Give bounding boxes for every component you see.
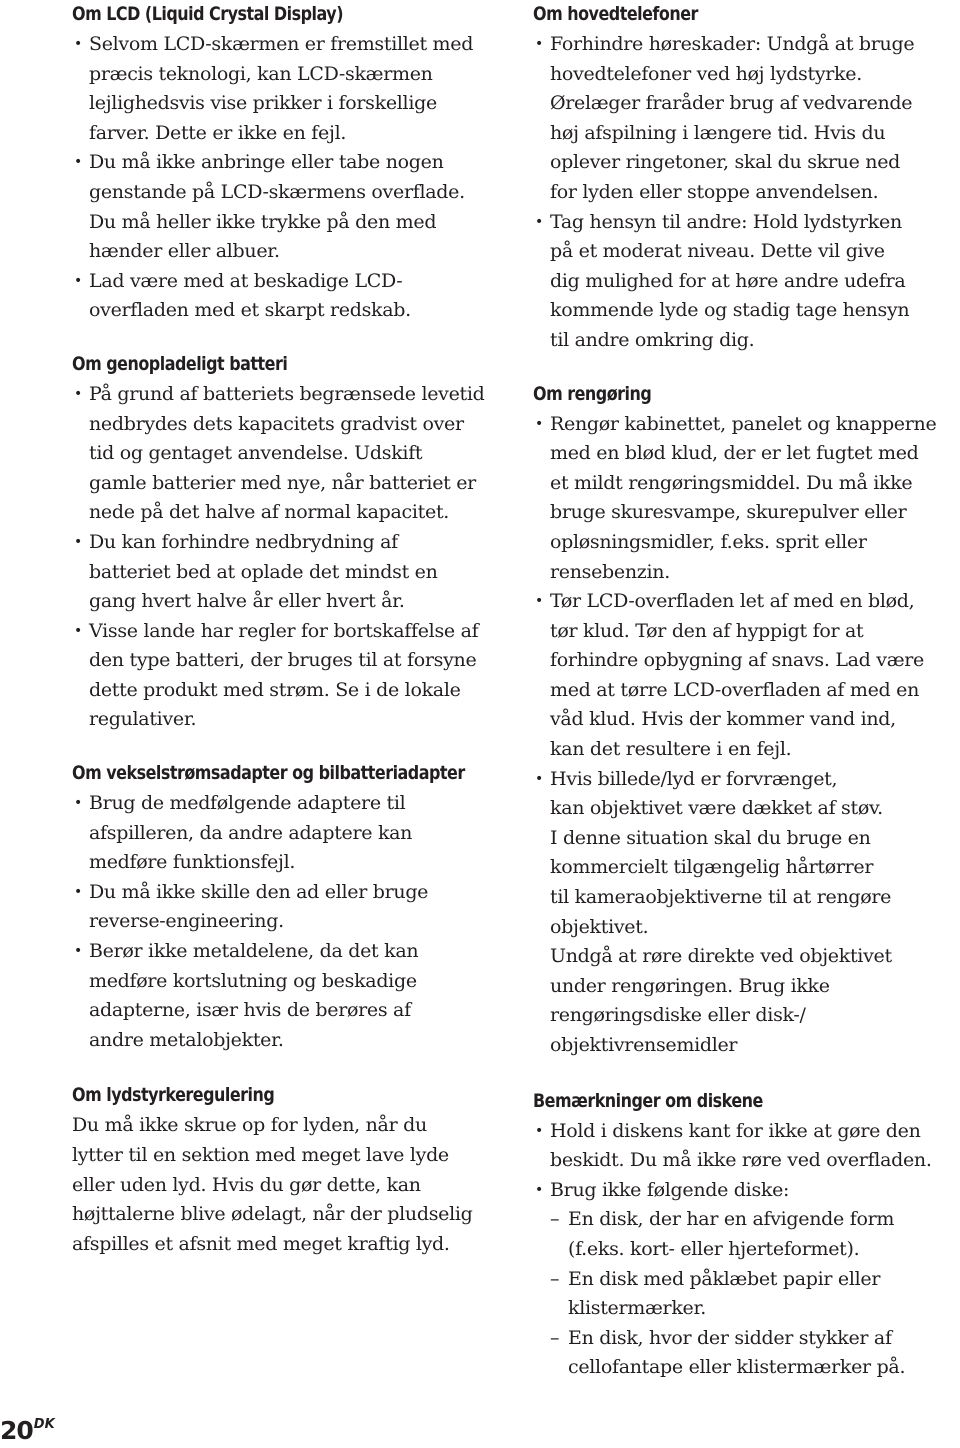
list-item <box>72 789 502 878</box>
text-line: lytter til en sektion med meget lave lyde <box>72 1144 449 1166</box>
text-line: medføre kortslutning og beskadige <box>89 969 417 992</box>
text-line: reverse-engineering. <box>89 910 284 933</box>
bullet-icon: • <box>535 1122 543 1139</box>
section-adapter <box>72 759 502 1055</box>
text-line: Selvom LCD-skærmen er fremstillet med <box>89 33 474 55</box>
text-line: En disk, hvor der sidder stykker af <box>568 1326 892 1349</box>
bullet-list <box>72 789 502 1055</box>
text-line: dette produkt med strøm. Se i de lokale <box>89 678 461 701</box>
text-line: for lyden eller stoppe anvendelsen. <box>550 180 879 203</box>
list-item <box>72 30 502 148</box>
text-line: Hold i diskens kant for ikke at gøre den <box>550 1119 921 1142</box>
text-line: gang hvert halve år eller hvert år. <box>89 590 405 613</box>
list-item <box>72 148 502 266</box>
bullet-icon: • <box>535 213 543 230</box>
bullet-icon: • <box>535 1181 543 1198</box>
text-line: Tør LCD-overfladen let af med en blød, <box>550 590 915 613</box>
text-line: med en blød klud, der er let fugtet med <box>550 442 919 465</box>
bullet-icon: • <box>74 36 82 52</box>
text-line: objektivet. <box>550 915 649 938</box>
text-line: dig mulighed for at høre andre udefra <box>550 269 906 292</box>
bullet-list <box>533 1117 959 1383</box>
text-line: opløsningsmidler, f.eks. sprit eller <box>550 530 867 553</box>
section-lcd <box>72 0 502 326</box>
text-line: til kameraobjektiverne til at rengøre <box>550 886 892 909</box>
text-line: Du må ikke skrue op for lyden, når du <box>72 1114 427 1137</box>
text-line: på et moderat niveau. Dette vil give <box>550 240 885 263</box>
text-line: objektivrensemidler <box>550 1034 738 1056</box>
text-line: Berør ikke metaldelene, da det kan <box>89 940 419 963</box>
list-item <box>533 1176 959 1383</box>
bullet-list <box>72 380 502 735</box>
dash-icon: – <box>550 1326 560 1349</box>
text-line: kan objektivet være dækket af støv. <box>550 797 883 820</box>
bullet-icon: • <box>74 385 82 402</box>
text-line: tid og gentaget anvendelse. Udskift <box>89 442 423 465</box>
text-line: Hvis billede/lyd er forvrænget, <box>550 767 838 790</box>
list-item <box>533 410 959 588</box>
text-line: afspilleren, da andre adaptere kan <box>89 821 413 844</box>
bullet-icon: • <box>535 770 543 787</box>
sub-list-item <box>550 1324 959 1383</box>
sub-list-item <box>550 1265 959 1324</box>
text-line: den type batteri, der bruges til at forsyne <box>89 649 477 672</box>
text-line: til andre omkring dig. <box>550 328 755 351</box>
text-line: oplever ringetoner, skal du skrue ned <box>550 151 901 174</box>
list-item <box>533 208 959 356</box>
text-line: overfladen med et skarpt redskab. <box>89 299 411 322</box>
text-line: Forhindre høreskader: Undgå at bruge <box>550 33 915 55</box>
text-line: kan det resultere i en fejl. <box>550 738 792 761</box>
text-line: højttalerne blive ødelagt, når der pludselig <box>72 1203 473 1226</box>
text-line: høj afspilning i længere tid. Hvis du <box>550 121 886 144</box>
bullet-icon: • <box>74 154 82 171</box>
text-line: Rengør kabinettet, panelet og knapperne <box>550 412 937 435</box>
text-line: Du kan forhindre nedbrydning af <box>89 530 398 553</box>
text-line: Du må ikke anbringe eller tabe nogen <box>89 151 444 174</box>
text-line: Ørelæger fraråder brug af vedvarende <box>550 92 913 115</box>
text-line: andre metalobjekter. <box>89 1028 284 1051</box>
text-line: Du må ikke skille den ad eller bruge <box>89 880 429 903</box>
right-column <box>533 0 959 1383</box>
section-headphones <box>533 0 959 356</box>
section-heading: Om lydstyrkeregulering <box>72 1084 275 1107</box>
text-line: hænder eller albuer. <box>89 240 280 263</box>
text-line: Du må heller ikke trykke på den med <box>89 210 437 233</box>
text-line: forhindre opbygning af snavs. Lad være <box>550 649 924 672</box>
text-line: rensebenzin. <box>550 560 670 583</box>
text-line: lejlighedsvis vise prikker i forskellige <box>89 92 437 115</box>
dash-icon: – <box>550 1208 560 1231</box>
list-item <box>72 617 502 735</box>
section-heading: Bemærkninger om diskene <box>533 1089 763 1112</box>
text-line: gamle batterier med nye, når batteriet er <box>89 471 476 494</box>
section-battery <box>72 350 502 735</box>
section-heading: Om vekselstrømsadapter og bilbatteriadapter <box>72 762 465 785</box>
bullet-icon: • <box>74 943 82 960</box>
text-line: Visse lande har regler for bortskaffelse af <box>89 619 479 642</box>
section-heading: Om hovedtelefoner <box>533 3 698 25</box>
bullet-list <box>533 30 959 356</box>
list-item <box>533 765 959 1061</box>
text-line: med at tørre LCD-overfladen af med en <box>550 678 920 701</box>
text-line: eller uden lyd. Hvis du gør dette, kan <box>72 1173 421 1196</box>
text-line: medføre funktionsfejl. <box>89 851 296 874</box>
text-line: Brug de medfølgende adaptere til <box>89 792 406 815</box>
page-number <box>0 1408 55 1448</box>
text-line: (f.eks. kort- eller hjerteformet). <box>568 1237 860 1260</box>
text-line: hovedtelefoner ved høj lydstyrke. <box>550 62 862 85</box>
page-number-value: 20 <box>0 1416 33 1445</box>
text-line: Lad være med at beskadige LCD- <box>89 269 403 292</box>
list-item <box>72 267 502 326</box>
section-heading: Om rengøring <box>533 382 652 405</box>
text-line: våd klud. Hvis der kommer vand ind, <box>550 708 896 731</box>
bullet-icon: • <box>74 272 82 289</box>
paragraph <box>72 1111 502 1259</box>
text-line: præcis teknologi, kan LCD-skærmen <box>89 62 433 85</box>
text-line: På grund af batteriets begrænsede levetid <box>89 382 485 405</box>
sub-list <box>550 1205 959 1383</box>
left-column <box>72 0 502 1259</box>
list-item <box>72 878 502 937</box>
text-line: bruge skuresvampe, skurepulver eller <box>550 501 907 524</box>
sub-list-item <box>550 1205 959 1264</box>
section-heading: Om LCD (Liquid Crystal Display) <box>72 3 344 25</box>
section-heading: Om genopladeligt batteri <box>72 352 288 375</box>
text-line: Brug ikke følgende diske: <box>550 1178 790 1201</box>
text-line: rengøringsdiske eller disk-/ <box>550 1004 806 1027</box>
text-line: afspilles et afsnit med meget kraftig lyd. <box>72 1232 450 1255</box>
list-item <box>72 380 502 528</box>
list-item <box>533 587 959 765</box>
text-line: beskidt. Du må ikke røre ved overfladen. <box>550 1149 932 1172</box>
text-line: Undgå at røre direkte ved objektivet <box>550 945 892 968</box>
section-volume <box>72 1081 502 1259</box>
text-line: kommende lyde og stadig tage hensyn <box>550 299 910 322</box>
text-line: kommercielt tilgængelig hårtørrer <box>550 856 874 879</box>
text-line: tør klud. Tør den af hyppigt for at <box>550 619 864 642</box>
text-line: adapterne, især hvis de berøres af <box>89 999 411 1022</box>
text-line: batteriet bed at oplade det mindst en <box>89 560 438 583</box>
text-line: nedbrydes dets kapacitets gradvist over <box>89 412 464 435</box>
list-item <box>72 937 502 1055</box>
text-line: et mildt rengøringsmiddel. Du må ikke <box>550 471 913 494</box>
bullet-list <box>72 30 502 326</box>
bullet-icon: • <box>535 415 543 432</box>
bullet-icon: • <box>74 883 82 900</box>
list-item <box>533 30 959 208</box>
text-line: klistermærker. <box>568 1297 706 1320</box>
text-line: farver. Dette er ikke en fejl. <box>89 121 347 144</box>
text-line: under rengøringen. Brug ikke <box>550 974 830 997</box>
section-cleaning <box>533 380 959 1061</box>
list-item <box>72 528 502 617</box>
dash-icon: – <box>550 1267 560 1290</box>
text-line: Tag hensyn til andre: Hold lydstyrken <box>550 210 902 233</box>
text-line: regulativer. <box>89 708 197 731</box>
bullet-icon: • <box>535 36 543 52</box>
text-line: I denne situation skal du bruge en <box>550 826 871 849</box>
text-line: genstande på LCD-skærmens overflade. <box>89 180 465 203</box>
bullet-icon: • <box>74 795 82 812</box>
section-discs <box>533 1087 959 1383</box>
bullet-icon: • <box>74 533 82 550</box>
text-line: En disk, der har en afvigende form <box>568 1208 895 1231</box>
text-line: nede på det halve af normal kapacitet. <box>89 501 450 524</box>
bullet-icon: • <box>74 622 82 639</box>
text-line: En disk med påklæbet papir eller <box>568 1267 881 1290</box>
list-item <box>533 1117 959 1176</box>
bullet-icon: • <box>535 593 543 610</box>
text-line: cellofantape eller klistermærker på. <box>568 1356 906 1379</box>
page-number-suffix: DK <box>33 1417 55 1432</box>
bullet-list <box>533 410 959 1061</box>
